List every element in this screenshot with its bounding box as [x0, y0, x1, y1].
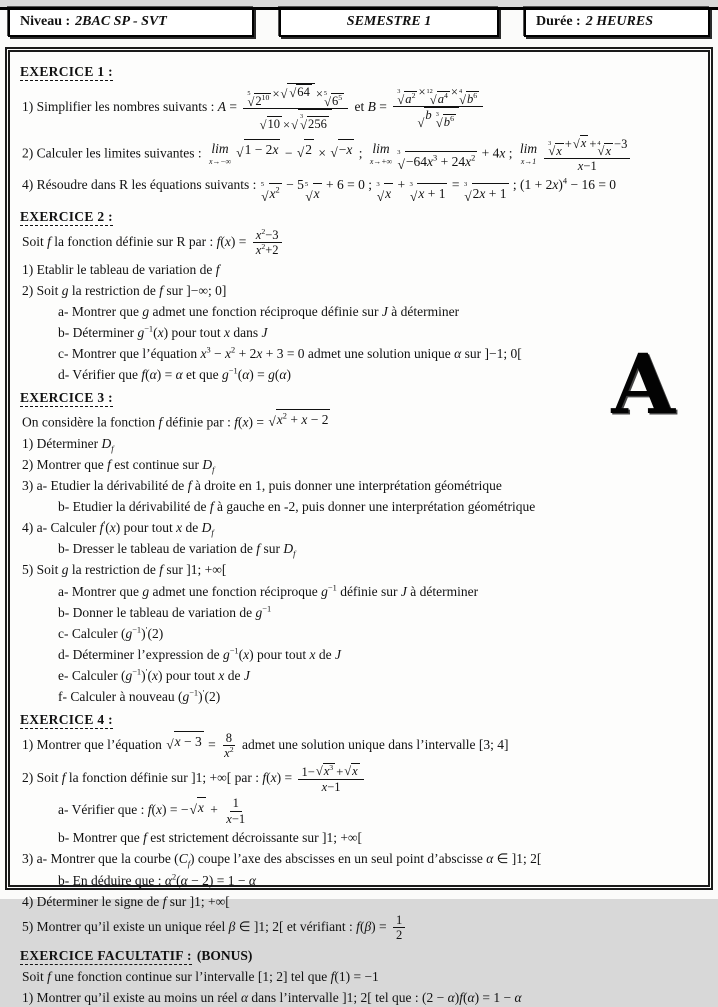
semester-label: SEMESTRE 1 [346, 14, 432, 29]
radical: 3 √ $a^2$ [397, 88, 416, 107]
fraction: $\frac{1}{2}$ [393, 913, 405, 943]
radical: √ −x [330, 139, 354, 159]
semester-box [279, 7, 499, 37]
exercise-line: 4) a- Calculer f′(x) pour tout x de $D_f$ [22, 519, 214, 538]
fraction: $\frac{1}{x-1}$ [226, 796, 246, 826]
exercise-line: 3) a- Etudier la dérivabilité de f à droite en 1, puis donner une interprétation géométrique [22, 477, 502, 493]
limit-operator: lim x→+∞ [369, 141, 393, 166]
level-box [8, 7, 254, 37]
radical: 3 √ 2x + 1 [463, 181, 507, 205]
fraction: 3 √ $a^2$ × 12 √ $a^4$ × 4 √ $b^6$ √ b 3 √ $b^6$ [393, 85, 483, 131]
exercise-line: a- Montrer que g admet une fonction réciproque $g^{-1}$ définie sur J à déterminer [58, 583, 479, 599]
fraction: 3 √ x + √ x + 4 √ x −3 x−1 [544, 135, 630, 174]
exercise-line: Soit f la fonction définie sur R par : f(x) = $\frac{x^2-3}{x^2+2}$ [20, 228, 696, 258]
exercise-line: b- Donner le tableau de variation de $g^{-1}$ [58, 604, 272, 620]
radical: 3 √ 256 [300, 113, 327, 133]
exercise-title: EXERCICE 3 : [20, 389, 113, 405]
exercise-line: On considère la fonction f définie par : f(x) = √ $x^2 + x - 2$ [20, 409, 696, 432]
scan-artifact [0, 7, 718, 10]
radical: √ x [344, 763, 358, 779]
radical: 5 √ $6^5$ [323, 89, 343, 109]
exercise-line: a- Montrer que g admet une fonction réciproque définie sur J à déterminer [58, 303, 460, 319]
exercise-line: 5) Montrer qu’il existe un unique réel β ∈ ]1; 2[ et vérifiant : f(β) = $\frac{1}{2}$ [20, 913, 696, 943]
exam-page [0, 7, 718, 1005]
fraction: $\frac{x^2-3}{x^2+2}$ [253, 228, 282, 258]
duration-label: Durée : [536, 14, 581, 29]
exercise-line: 1) Montrer que l’équation √ x − 3 = $\frac{8}{x^2}$ admet une solution unique dans l’intervalle [3; 4] [22, 730, 509, 761]
radical: 3 √ x [548, 139, 562, 159]
radical: 4 √ $b^6$ [458, 88, 478, 107]
exercise-line: 2) Soit g la restriction de f sur ]−∞; 0] [22, 282, 227, 298]
fraction: $\frac{8}{x^2}$ [224, 730, 234, 761]
exercise-line: 1) Etablir le tableau de variation de f [22, 261, 220, 277]
exercise-line: 2) Calculer les limites suivantes : lim x→−∞ √ 1 − 2x − √ 2 × √ −x ; lim x→+∞ 3 √ $-64x^3 + 24x^2$ + 4x ; lim x→1 3 √ x + √ x + 4 √ x −3 x−1 [20, 135, 696, 174]
level-value: 2BAC SP - SVT [75, 14, 167, 29]
radical: 3 √ x [376, 181, 392, 205]
exercise-line: d- Vérifier que f(α) = α et que $g^{-1}(\alpha) = g(\alpha)$ [58, 366, 291, 383]
exercise-line: 2) Soit f la fonction définie sur ]1; +∞[ par : f(x) = 1− √ $x^3$ + √ x x−1 [20, 763, 696, 795]
exercise-title: EXERCICE 1 : [20, 64, 113, 79]
monogram-a: A [611, 337, 675, 433]
exercise-line: f- Calculer à nouveau $(g^{-1})'(2)$ [58, 688, 221, 705]
exercise-title: EXERCICE 4 : [20, 711, 113, 727]
radical: 3 √ $b^6$ [435, 111, 454, 131]
radical: 12 √ $a^4$ [426, 88, 448, 107]
radical: 5 √ $2^{10}$ [247, 89, 270, 109]
duration-box [524, 7, 710, 37]
exercise-line: b- Déterminer $g^{-1}(x)$ pour tout x dans J [58, 324, 268, 341]
exercise-line: b- En déduire que : $\alpha^2(\alpha - 2) = 1 - \alpha$ [58, 872, 256, 888]
exercise-line: Soit f une fonction continue sur l’intervalle [1; 2] tel que f(1) = −1 [22, 968, 379, 984]
exercise-line: 1) Déterminer $D_f$ [22, 435, 114, 454]
exercise-line: d- Déterminer l’expression de $g^{-1}(x)$ pour tout x de J [58, 646, 341, 663]
exercise-line: e- Calculer $(g^{-1})'(x)$ pour tout x de J [58, 667, 250, 684]
exercise-line: b- Etudier la dérivabilité de f à gauche en -2, puis donner une interprétation géométrique [58, 498, 536, 514]
exercise-line: c- Montrer que l’équation $x^3 - x^2 + 2x + 3 = 0$ admet une solution unique α sur ]−1; 0[ [58, 345, 522, 362]
level-label: Niveau : [20, 14, 71, 29]
radical: √ 2 [297, 139, 314, 159]
fraction: 5 √ $2^{10}$ × √ √ 64 × 5 √ $6^5$ √ 10 × √ 3 √ 256 [243, 83, 348, 133]
radical: √ 64 [289, 85, 310, 101]
exercise-line: a- Vérifier que : f(x) = − √ x + $\frac{1}{x-1}$ [58, 796, 246, 826]
exercise-line: c- Calculer $(g^{-1})'(2)$ [58, 625, 164, 641]
radical: √ x [572, 135, 587, 151]
radical: 5 √ $x^2$ [260, 181, 280, 205]
radical: √ $x^2 + x - 2$ [268, 409, 330, 429]
exercise-line: b- Montrer que f est strictement décroissante sur ]1; +∞[ [58, 830, 363, 846]
radical: 4 √ x [597, 139, 612, 159]
exercise-title: EXERCICE 2 : [20, 208, 113, 224]
radical: √ √ 64 [281, 83, 315, 100]
exercise-line: 2) Montrer que f est continue sur $D_f$ [22, 456, 215, 475]
radical: √ $x^3$ [315, 762, 334, 779]
radical: √ x − 3 [166, 731, 204, 751]
radical: 3 √ $-64x^3 + 24x^2$ [397, 149, 476, 172]
duration-value: 2 HEURES [585, 14, 654, 29]
radical: √ 10 [259, 117, 281, 133]
radical: √ 1 − 2x [236, 139, 280, 159]
exercise-title: EXERCICE FACULTATIF : (BONUS) [20, 947, 253, 963]
exercise-line: 1) Simplifier les nombres suivants : A = 5 √ $2^{10}$ × √ √ 64 × 5 √ $6^5$ √ 10 × √ 3 √ 256 et B = 3 √ $a^2$ × 12 √ $a^4$ × 4 √ $b^6$ √ b 3 √ $b^6$ [20, 83, 696, 133]
radical: 5 √ x [304, 181, 320, 205]
limit-operator: lim x→1 [519, 141, 538, 166]
exam-body-frame [5, 47, 713, 1005]
exercise-title-suffix: (BONUS) [196, 947, 253, 963]
radical: √ x [189, 797, 205, 817]
exercise-line: 3) a- Montrer que la courbe $(C_f)$ coupe l’axe des abscisses en un seul point d’abscisse α ∈ ]1; 2[ [22, 851, 542, 870]
fraction: 1− √ $x^3$ + √ x x−1 [298, 763, 363, 795]
limit-operator: lim x→−∞ [208, 141, 232, 166]
exercise-line: 1) Montrer qu’il existe au moins un réel α dans l’intervalle ]1; 2[ tel que : (2 − α)f(α) = 1 − α [22, 990, 522, 1005]
exercise-list [10, 52, 708, 1007]
exam-header [8, 7, 710, 37]
exercise-line: 4) Déterminer le signe de f sur ]1; +∞[ [22, 893, 230, 909]
exercise-line: 4) Résoudre dans R les équations suivants : 5 √ $x^2$ − 5 5 √ x + 6 = 0 ; 3 √ x + 3 √ x + 1 = 3 √ 2x + 1 ; $(1 + 2x)^4 - 16 = 0$ [22, 176, 617, 205]
radical: 3 √ x + 1 [409, 181, 446, 205]
radical: √ b 3 √ $b^6$ [417, 107, 459, 129]
exercise-line: b- Dresser le tableau de variation de f sur $D_f$ [58, 541, 296, 559]
exercise-line: 5) Soit g la restriction de f sur ]1; +∞[ [22, 562, 227, 578]
radical: √ 3 √ 256 [291, 109, 332, 131]
